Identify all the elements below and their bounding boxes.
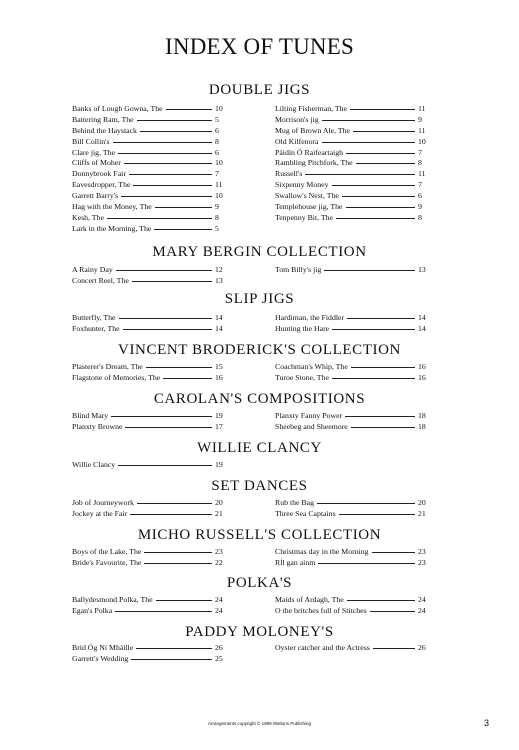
tune-page-number: 14 — [215, 323, 223, 333]
dot-leader-line — [155, 207, 212, 208]
dot-leader-line — [332, 185, 416, 186]
copyright-footer: Arrangements copyright © 1989 Waltons Publishing — [208, 721, 311, 726]
index-entry — [275, 202, 440, 213]
index-entry — [72, 373, 237, 384]
index-entry — [72, 643, 237, 654]
tune-page-number: 10 — [215, 158, 223, 168]
tune-page-number: 10 — [215, 191, 223, 201]
tune-page-number: 9 — [215, 202, 219, 212]
dot-leader-line — [318, 563, 415, 564]
tune-name: Hardiman, the Fiddler — [275, 313, 345, 322]
tune-page-number: 14 — [418, 323, 426, 333]
tune-name: Garrett's Wedding — [72, 653, 129, 663]
tune-page-number: 10 — [215, 104, 223, 113]
index-entry — [72, 137, 237, 148]
tune-page-number: 14 — [215, 313, 223, 322]
section-title: PADDY MOLONEY'S — [185, 624, 334, 640]
dot-leader-line — [336, 218, 415, 219]
dot-leader-line — [137, 503, 212, 504]
tune-name: Rub the Bag — [275, 498, 314, 507]
tune-page-number: 16 — [418, 362, 426, 371]
tune-page-number: 23 — [418, 557, 426, 567]
index-entry — [72, 411, 237, 422]
tune-name: Ballydesmond Polka, The — [72, 595, 153, 604]
tune-page-number: 11 — [418, 125, 426, 135]
index-entry — [72, 509, 237, 520]
dot-leader-line — [322, 120, 415, 121]
tune-page-number: 21 — [418, 508, 426, 518]
tune-page-number: 18 — [418, 421, 426, 431]
dot-leader-line — [130, 514, 212, 515]
tune-page-number: 21 — [215, 508, 223, 518]
tune-page-number: 11 — [418, 104, 426, 113]
index-column-left — [72, 547, 237, 569]
tune-page-number: 17 — [215, 421, 223, 431]
section-title: CAROLAN'S COMPOSITIONS — [153, 391, 366, 407]
section-title: WILLIE CLANCY — [197, 440, 322, 456]
section-title: POLKA'S — [226, 575, 293, 591]
dot-leader-line — [146, 367, 212, 368]
index-entry — [72, 422, 237, 433]
index-column-left — [72, 460, 237, 471]
dot-leader-line — [347, 318, 415, 319]
index-entry — [275, 265, 440, 276]
tune-page-number: 6 — [215, 147, 219, 157]
tune-page-number: 13 — [215, 275, 223, 285]
tune-name: Coachman's Whip, The — [275, 362, 348, 371]
index-column-left — [72, 313, 237, 335]
dot-leader-line — [118, 153, 212, 154]
dot-leader-line — [119, 318, 212, 319]
tune-name: Hunting the Hare — [275, 323, 330, 333]
dot-leader-line — [305, 174, 415, 175]
index-column-left — [72, 104, 237, 235]
tune-name: Jockey at the Fair — [72, 508, 128, 518]
dot-leader-line — [115, 611, 212, 612]
tune-page-number: 9 — [418, 114, 422, 124]
dot-leader-line — [332, 329, 415, 330]
section-title: VINCENT BRODERICK'S COLLECTION — [118, 342, 401, 358]
tune-page-number: 11 — [418, 169, 426, 179]
tune-name: Blind Mary — [72, 411, 109, 420]
dot-leader-line — [123, 329, 212, 330]
index-column-right — [275, 411, 440, 433]
page-title: INDEX OF TUNES — [165, 34, 354, 59]
dot-leader-line — [324, 270, 415, 271]
tune-page-number: 9 — [418, 202, 422, 212]
index-entry — [275, 104, 440, 115]
tune-name: Butterfly, The — [72, 313, 116, 322]
dot-leader-line — [118, 465, 212, 466]
index-entry — [72, 169, 237, 180]
tune-name: Russell's — [275, 169, 303, 179]
tune-name: Bríd Óg Ní Mháille — [72, 643, 134, 652]
tune-name: Lilting Fisherman, The — [275, 104, 347, 113]
dot-leader-line — [351, 427, 415, 428]
tune-name: Rĺl gan ainm — [275, 557, 316, 567]
tune-name: Eavesdropper, The — [72, 180, 131, 190]
tune-page-number: 18 — [418, 411, 426, 420]
dot-leader-line — [116, 270, 212, 271]
tune-name: Hag with the Money, The — [72, 202, 152, 212]
tune-page-number: 24 — [215, 605, 223, 615]
tune-name: Old Kilfenora — [275, 136, 319, 146]
tune-name: Oyster catcher and the Actress — [275, 643, 370, 652]
tune-name: Sheebeg and Sheemore — [275, 421, 348, 431]
index-entry — [72, 595, 237, 606]
tune-name: Flagstone of Memories, The — [72, 372, 161, 382]
index-entry — [275, 422, 440, 433]
tune-page-number: 6 — [418, 191, 422, 201]
index-entry — [275, 191, 440, 202]
index-entry — [72, 460, 237, 471]
index-entry — [72, 498, 237, 509]
index-entry — [72, 654, 237, 665]
dot-leader-line — [137, 120, 212, 121]
tune-page-number: 7 — [215, 169, 219, 179]
tune-name: Kesh, The — [72, 212, 104, 222]
index-column-right — [275, 498, 440, 520]
tune-page-number: 6 — [215, 125, 219, 135]
tune-name: Garrett Barry's — [72, 191, 119, 201]
dot-leader-line — [339, 514, 415, 515]
tune-page-number: 25 — [215, 653, 223, 663]
page-number: 3 — [484, 718, 490, 728]
tune-page-number: 26 — [418, 643, 426, 652]
tune-page-number: 22 — [215, 557, 223, 567]
tune-page-number: 7 — [418, 180, 422, 190]
index-entry — [72, 158, 237, 169]
tune-name: Rambling Pitchfork, The — [275, 158, 353, 168]
index-entry — [275, 148, 440, 159]
tune-name: Lark in the Morning, The — [72, 223, 152, 233]
tune-name: Foxhunter, The — [72, 323, 120, 333]
tune-page-number: 5 — [215, 223, 219, 233]
tune-page-number: 23 — [418, 547, 426, 556]
index-column-right — [275, 313, 440, 335]
tune-name: Job of Journeywork — [72, 498, 134, 507]
tune-name: A Rainy Day — [72, 265, 113, 274]
index-entry — [275, 558, 440, 569]
tune-page-number: 16 — [418, 372, 426, 382]
index-column-right — [275, 547, 440, 569]
tune-name: Christmas day in the Morning — [275, 547, 369, 556]
index-entry — [275, 362, 440, 373]
tune-name: Battering Ram, The — [72, 114, 134, 124]
index-entry — [275, 180, 440, 191]
dot-leader-line — [133, 185, 212, 186]
index-column-left — [72, 362, 237, 384]
tune-name: Maids of Ardagh, The — [275, 595, 344, 604]
dot-leader-line — [144, 563, 212, 564]
tune-page-number: 20 — [215, 498, 223, 507]
index-entry — [72, 558, 237, 569]
tune-page-number: 11 — [215, 180, 223, 190]
dot-leader-line — [346, 207, 415, 208]
tune-page-number: 5 — [215, 114, 219, 124]
tune-name: Banks of Lough Gowna, The — [72, 104, 163, 113]
tune-page-number: 8 — [418, 158, 422, 168]
tune-name: Egan's Polka — [72, 605, 113, 615]
tune-name: Turoe Stone, The — [275, 372, 329, 382]
index-entry — [72, 324, 237, 335]
dot-leader-line — [125, 427, 212, 428]
index-entry — [275, 547, 440, 558]
index-column-right — [275, 104, 440, 224]
dot-leader-line — [356, 163, 415, 164]
dot-leader-line — [350, 109, 415, 110]
index-entry — [72, 606, 237, 617]
dot-leader-line — [107, 218, 212, 219]
tune-page-number: 8 — [215, 136, 219, 146]
tune-name: Bill Collin's — [72, 136, 110, 146]
index-entry — [72, 104, 237, 115]
tune-name: Tenpenny Bit, The — [275, 212, 333, 222]
index-column-left — [72, 498, 237, 520]
tune-name: Templehouse jig, The — [275, 202, 343, 212]
dot-leader-line — [332, 378, 415, 379]
dot-leader-line — [372, 552, 415, 553]
section-title: SET DANCES — [211, 478, 308, 494]
index-entry — [275, 595, 440, 606]
section-title: MARY BERGIN COLLECTION — [152, 244, 367, 260]
index-entry — [275, 373, 440, 384]
index-entry — [275, 411, 440, 422]
tune-name: Boys of the Lake, The — [72, 547, 142, 556]
tune-page-number: 10 — [418, 136, 426, 146]
dot-leader-line — [121, 196, 212, 197]
index-entry — [275, 126, 440, 137]
dot-leader-line — [317, 503, 415, 504]
tune-name: Willie Clancy — [72, 460, 116, 469]
tune-name: Mug of Brown Ale, The — [275, 125, 351, 135]
dot-leader-line — [140, 131, 212, 132]
tune-name: Planxty Browne — [72, 421, 123, 431]
tune-name: Behind the Haystack — [72, 125, 137, 135]
index-entry — [275, 213, 440, 224]
section-title: MICHO RUSSELL'S COLLECTION — [137, 527, 382, 543]
section-title: DOUBLE JIGS — [208, 82, 311, 98]
dot-leader-line — [136, 648, 212, 649]
tune-page-number: 19 — [215, 460, 223, 469]
index-entry — [72, 191, 237, 202]
dot-leader-line — [163, 378, 212, 379]
index-column-left — [72, 265, 237, 287]
tune-page-number: 20 — [418, 498, 426, 507]
tune-name: Donnybrook Fair — [72, 169, 126, 179]
index-entry — [72, 202, 237, 213]
index-entry — [72, 265, 237, 276]
tune-name: O the britches full of Stitches — [275, 605, 367, 615]
tune-name: Swallow's Nest, The — [275, 191, 339, 201]
tune-name: Three Sea Captains — [275, 508, 336, 518]
dot-leader-line — [154, 229, 212, 230]
dot-leader-line — [351, 367, 415, 368]
index-entry — [72, 313, 237, 324]
tune-page-number: 14 — [418, 313, 426, 322]
index-entry — [72, 276, 237, 287]
index-entry — [275, 606, 440, 617]
dot-leader-line — [156, 600, 212, 601]
index-column-right — [275, 595, 440, 617]
index-column-right — [275, 362, 440, 384]
dot-leader-line — [113, 142, 212, 143]
tune-page-number: 15 — [215, 362, 223, 371]
dot-leader-line — [322, 142, 415, 143]
index-entry — [275, 643, 440, 654]
index-column-right — [275, 265, 440, 276]
tune-name: Morrison's jig — [275, 114, 319, 124]
tune-name: Bride's Favourite, The — [72, 557, 142, 567]
dot-leader-line — [346, 153, 415, 154]
dot-leader-line — [124, 163, 212, 164]
dot-leader-line — [111, 416, 212, 417]
index-column-left — [72, 595, 237, 617]
dot-leader-line — [370, 611, 415, 612]
tune-page-number: 24 — [215, 595, 223, 604]
index-entry — [72, 224, 237, 235]
tune-page-number: 8 — [215, 212, 219, 222]
index-column-right — [275, 643, 440, 654]
tune-page-number: 26 — [215, 643, 223, 652]
tune-name: Cliffs of Moher — [72, 158, 121, 168]
index-entry — [72, 115, 237, 126]
dot-leader-line — [131, 659, 212, 660]
section-title: SLIP JIGS — [224, 291, 295, 307]
dot-leader-line — [166, 109, 212, 110]
dot-leader-line — [373, 648, 415, 649]
index-entry — [275, 509, 440, 520]
tune-name: Planxty Fanny Power — [275, 411, 343, 420]
tune-page-number: 8 — [418, 212, 422, 222]
dot-leader-line — [353, 131, 415, 132]
index-entry — [72, 547, 237, 558]
index-entry — [275, 158, 440, 169]
tune-name: Clare jig, The — [72, 147, 115, 157]
index-entry — [275, 115, 440, 126]
index-entry — [72, 148, 237, 159]
tune-page-number: 7 — [418, 147, 422, 157]
dot-leader-line — [347, 600, 415, 601]
index-column-left — [72, 643, 237, 665]
dot-leader-line — [342, 196, 415, 197]
index-entry — [275, 313, 440, 324]
index-entry — [72, 180, 237, 191]
tune-page-number: 19 — [215, 411, 223, 420]
index-entry — [275, 169, 440, 180]
index-entry — [275, 324, 440, 335]
dot-leader-line — [345, 416, 415, 417]
tune-name: Plasterer's Dream, The — [72, 362, 143, 371]
index-entry — [72, 362, 237, 373]
tune-page-number: 24 — [418, 595, 426, 604]
tune-name: Tom Billy's jig — [275, 265, 322, 274]
dot-leader-line — [144, 552, 212, 553]
index-entry — [72, 126, 237, 137]
tune-page-number: 23 — [215, 547, 223, 556]
index-column-left — [72, 411, 237, 433]
index-entry — [275, 137, 440, 148]
dot-leader-line — [129, 174, 212, 175]
tune-page-number: 13 — [418, 265, 426, 274]
index-entry — [72, 213, 237, 224]
index-entry — [275, 498, 440, 509]
tune-name: Sixpenny Money — [275, 180, 329, 190]
tune-name: Concert Reel, The — [72, 275, 129, 285]
dot-leader-line — [132, 281, 212, 282]
tune-page-number: 12 — [215, 265, 223, 274]
tune-page-number: 24 — [418, 605, 426, 615]
tune-page-number: 16 — [215, 372, 223, 382]
tune-name: Páidín Ó Raifeartaigh — [275, 147, 343, 157]
